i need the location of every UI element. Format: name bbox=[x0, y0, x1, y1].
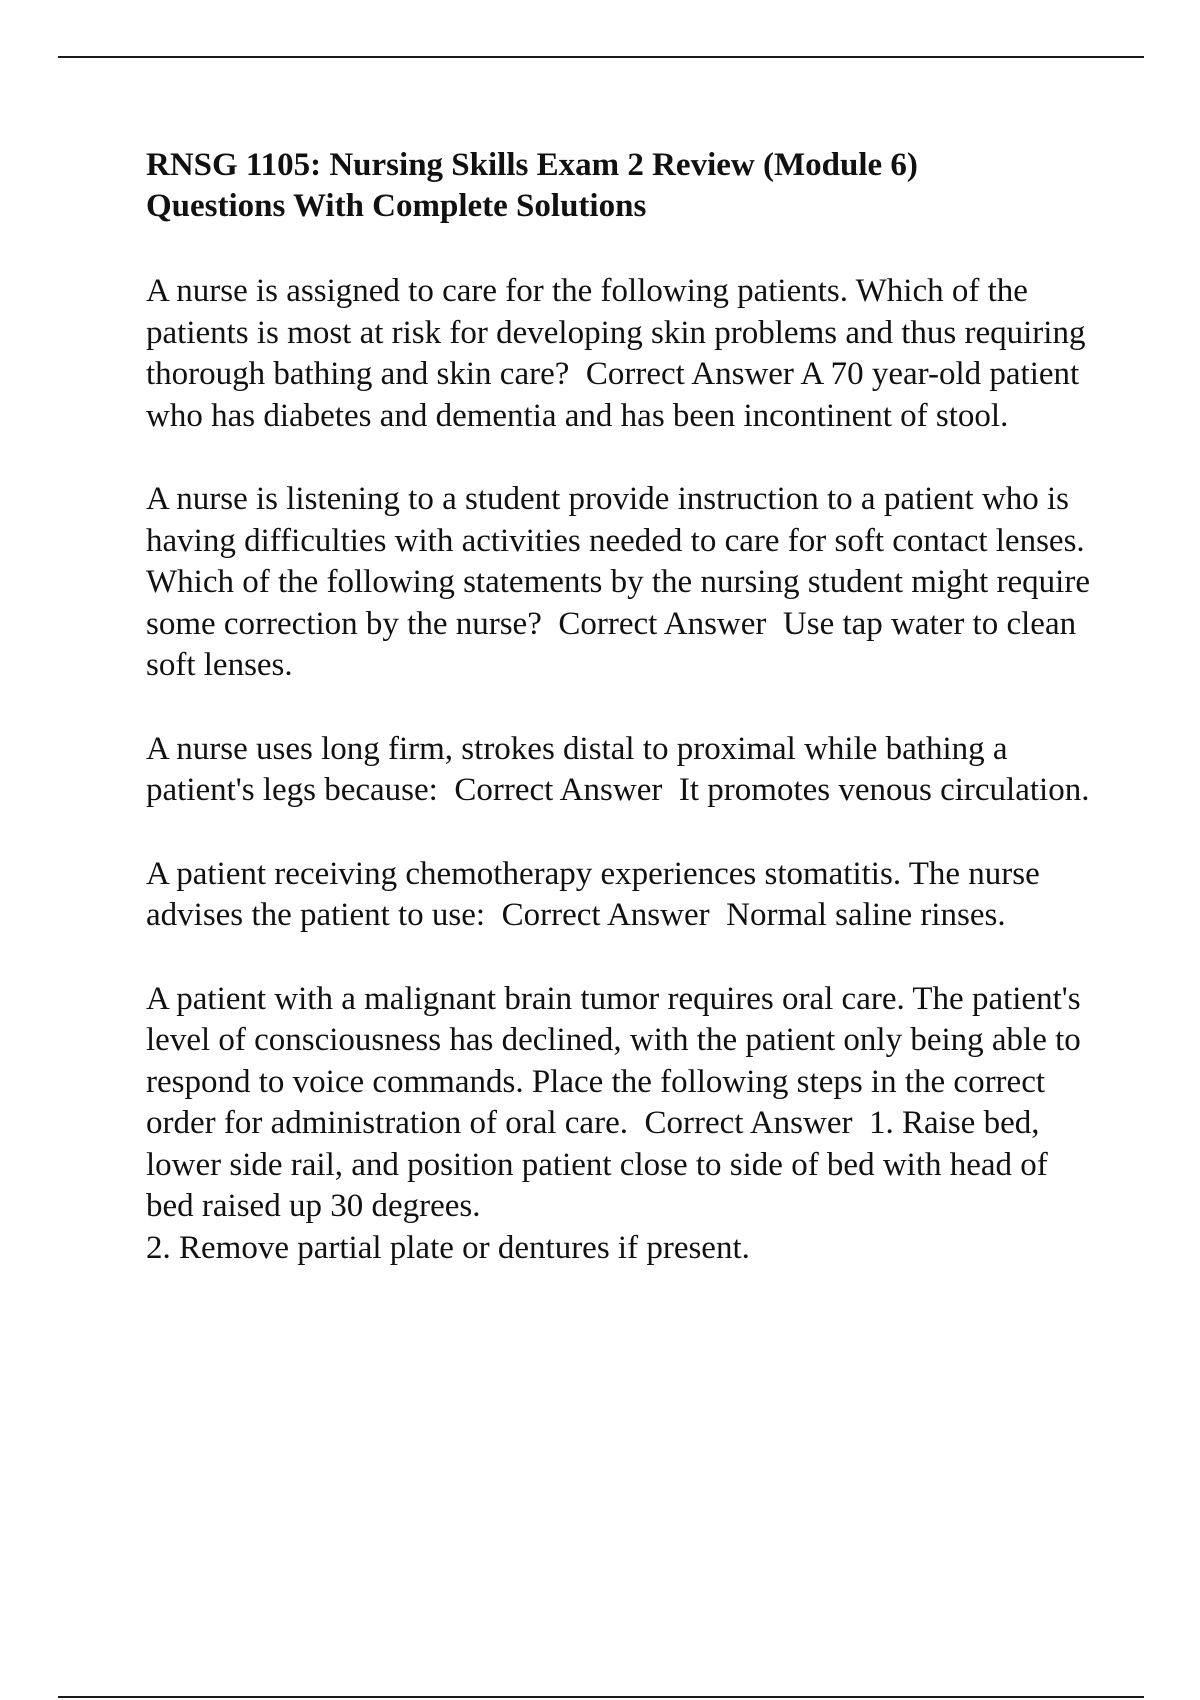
qa-item-4 bbox=[146, 854, 1096, 937]
answer-text: Normal saline rinses. bbox=[726, 897, 1006, 933]
answer-label: Correct Answer bbox=[501, 897, 710, 933]
qa-item-2 bbox=[146, 479, 1099, 687]
qa-item-3 bbox=[146, 729, 1096, 812]
answer-text: 1. Raise bed, lower side rail, and position patient close to side of bed with head of bed raised up 30 degrees. bbox=[146, 1105, 1057, 1224]
question-text: A patient receiving chemotherapy experiences stomatitis. The nurse advises the patient to use: bbox=[146, 855, 1049, 933]
title-line-2: Questions With Complete Solutions bbox=[146, 188, 647, 224]
answer-text: Use tap water to clean soft lenses. bbox=[146, 605, 1085, 683]
answer-label: Correct Answer bbox=[585, 356, 794, 392]
answer-label: Correct Answer bbox=[558, 605, 767, 642]
question-text: A nurse is listening to a student provide instruction to a patient who is having difficulties with activities needed to care for soft contact lenses. Which of the following statements by the nursing student might require some correction by the nurse? bbox=[146, 481, 1099, 642]
answer-text: It promotes venous circulation. bbox=[678, 772, 1090, 808]
document-title bbox=[146, 145, 1096, 227]
qa-item-5 bbox=[146, 979, 1096, 1270]
document-body bbox=[146, 145, 1099, 1311]
answer-label: Correct Answer bbox=[644, 1105, 853, 1141]
bottom-rule bbox=[58, 1696, 1144, 1698]
question-text: A patient with a malignant brain tumor requires oral care. The patient's level of consciousness has declined, with the patient only being able to respond to voice commands. Place the following steps in the correct order for administration of oral care. bbox=[146, 980, 1090, 1141]
title-line-1: RNSG 1105: Nursing Skills Exam 2 Review (Module 6) bbox=[146, 147, 918, 183]
answer-text: A 70 year-old patient who has diabetes and dementia and has been incontinent of stool. bbox=[146, 356, 1088, 434]
qa-item-1 bbox=[146, 271, 1096, 437]
question-text: A nurse uses long firm, strokes distal to proximal while bathing a patient's legs because: bbox=[146, 730, 1016, 808]
top-rule bbox=[58, 56, 1144, 58]
answer-step-2: 2. Remove partial plate or dentures if present. bbox=[146, 1229, 750, 1266]
answer-label: Correct Answer bbox=[454, 772, 663, 808]
question-text: A nurse is assigned to care for the following patients. Which of the patients is most at risk for developing skin problems and thus requiring thorough bathing and skin care? bbox=[146, 273, 1094, 392]
